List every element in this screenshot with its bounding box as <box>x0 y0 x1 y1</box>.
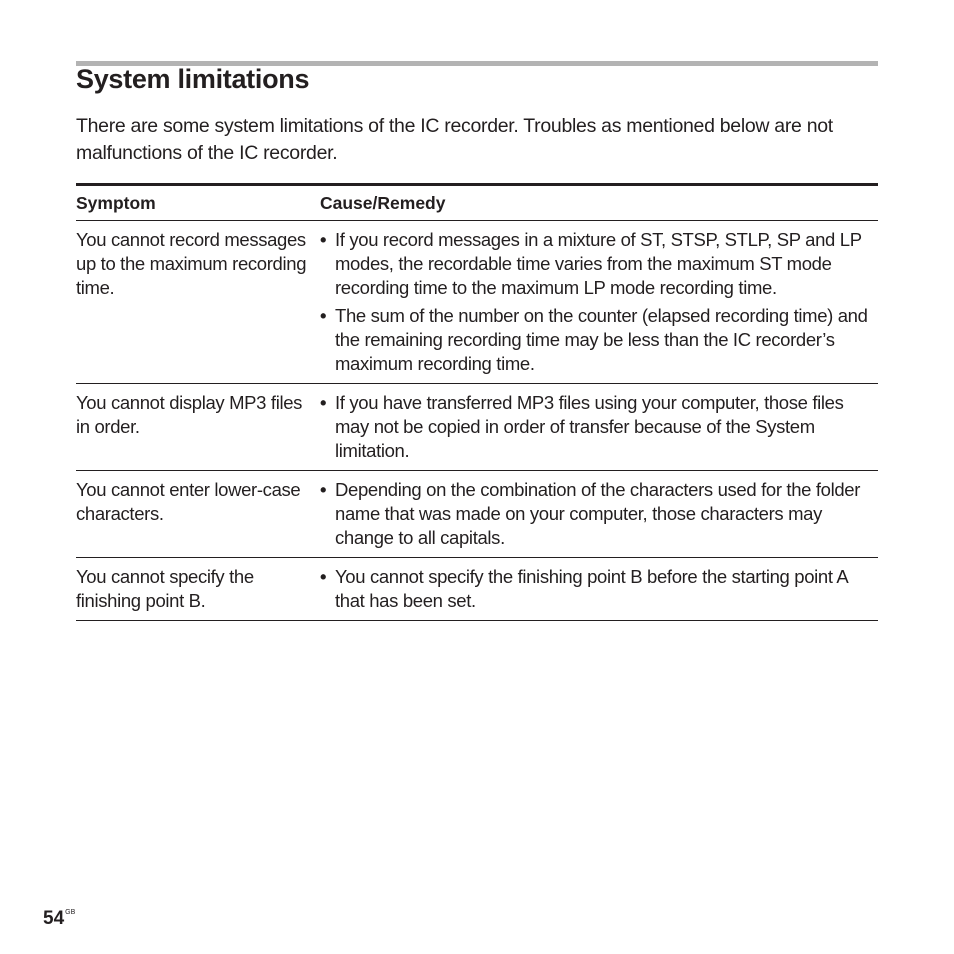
remedy-cell <box>320 228 878 376</box>
symptom-cell: You cannot record messages up to the maximum recording time. <box>76 229 307 298</box>
table-row <box>76 384 878 471</box>
remedy-text: You cannot specify the finishing point B before the starting point A that has been set. <box>335 566 848 611</box>
bullet-icon: • <box>320 392 327 413</box>
remedy-item <box>320 565 878 613</box>
bullet-icon: • <box>320 229 327 250</box>
table-row <box>76 558 878 621</box>
page-number-value: 54 <box>43 908 65 929</box>
table-row <box>76 221 878 384</box>
page-title: System limitations <box>76 64 310 94</box>
remedy-text: If you record messages in a mixture of ST, STSP, STLP, SP and LP modes, the recordable time varies from the maximum ST mode recording time to the maximum LP mode recording time. <box>335 229 862 298</box>
header-symptom: Symptom <box>76 192 156 213</box>
limitations-table <box>76 183 878 621</box>
symptom-cell: You cannot display MP3 files in order. <box>76 392 303 437</box>
symptom-cell: You cannot enter lower-case characters. <box>76 479 301 524</box>
remedy-text: If you have transferred MP3 files using your computer, those files may not be copied in order of transfer because of the System limitation. <box>335 392 844 461</box>
intro-paragraph: There are some system limitations of the IC recorder. Troubles as mentioned below are not malfunctions of the IC recorder. <box>76 115 833 164</box>
header-cause-remedy: Cause/Remedy <box>320 192 446 213</box>
symptom-cell: You cannot specify the finishing point B. <box>76 566 254 611</box>
remedy-cell <box>320 391 878 463</box>
remedy-item <box>320 391 878 463</box>
bullet-icon: • <box>320 305 327 326</box>
bullet-icon: • <box>320 479 327 500</box>
remedy-item <box>320 478 878 550</box>
remedy-text: Depending on the combination of the characters used for the folder name that was made on your computer, those characters may change to all capitals. <box>335 479 861 548</box>
bullet-icon: • <box>320 566 327 587</box>
remedy-cell <box>320 565 878 613</box>
remedy-item <box>320 304 878 376</box>
table-header <box>76 186 878 221</box>
page-region-suffix: GB <box>65 909 76 916</box>
page-number <box>43 908 75 930</box>
remedy-item <box>320 228 878 300</box>
remedy-cell <box>320 478 878 550</box>
table-row <box>76 471 878 558</box>
remedy-text: The sum of the number on the counter (elapsed recording time) and the remaining recording time may be less than the IC recorder’s maximum recording time. <box>335 305 868 374</box>
